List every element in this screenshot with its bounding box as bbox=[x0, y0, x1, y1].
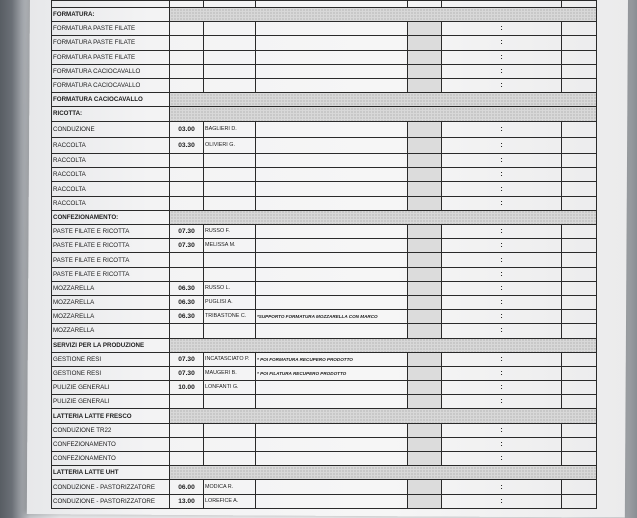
table-row bbox=[52, 310, 597, 324]
section-title: FORMATURA CACIOCAVALLO bbox=[52, 93, 170, 107]
time-colon: : bbox=[442, 310, 562, 324]
section-header-row bbox=[52, 409, 597, 423]
note-cell bbox=[256, 395, 408, 409]
section-header-row bbox=[52, 338, 597, 352]
time-colon: : bbox=[442, 395, 562, 409]
note-cell bbox=[256, 423, 408, 437]
time-colon: : bbox=[442, 480, 562, 494]
note-cell bbox=[256, 182, 408, 196]
table-row bbox=[52, 78, 597, 92]
role-label: PASTE FILATE E RICOTTA bbox=[52, 267, 170, 281]
signature-cell bbox=[562, 452, 597, 466]
note-cell bbox=[256, 36, 408, 50]
time-colon: : bbox=[442, 36, 562, 50]
section-title: LATTERIA LATTE UHT bbox=[52, 466, 170, 480]
shift-cell bbox=[408, 310, 442, 324]
note-cell bbox=[256, 253, 408, 267]
start-time: 13.00 bbox=[170, 494, 204, 508]
table-row bbox=[52, 196, 597, 210]
signature-cell bbox=[562, 494, 597, 508]
note-cell bbox=[256, 154, 408, 168]
signature-cell bbox=[562, 352, 597, 366]
signature-cell bbox=[562, 182, 597, 196]
shift-cell bbox=[408, 452, 442, 466]
table-row bbox=[52, 253, 597, 267]
time-colon: : bbox=[442, 352, 562, 366]
shift-schedule-table bbox=[51, 0, 597, 509]
section-hatch-band bbox=[170, 210, 597, 224]
shift-cell bbox=[408, 494, 442, 508]
time-colon: : bbox=[442, 253, 562, 267]
note-cell bbox=[256, 137, 408, 153]
worker-name: RUSSO L. bbox=[204, 281, 256, 295]
worker-name: OLIVIERI G. bbox=[204, 137, 256, 153]
time-colon: : bbox=[442, 78, 562, 92]
note-cell bbox=[256, 452, 408, 466]
section-title: SERVIZI PER LA PRODUZIONE bbox=[52, 338, 170, 352]
time-colon: : bbox=[442, 423, 562, 437]
note-cell bbox=[256, 480, 408, 494]
table-row bbox=[52, 366, 597, 380]
shift-cell bbox=[408, 267, 442, 281]
role-label: GESTIONE RESI bbox=[52, 366, 170, 380]
start-time bbox=[170, 64, 204, 78]
start-time: 06.00 bbox=[170, 480, 204, 494]
role-label: CONDUZIONE TR22 bbox=[52, 423, 170, 437]
table-cell bbox=[52, 1, 170, 8]
start-time bbox=[170, 154, 204, 168]
table-row bbox=[52, 494, 597, 508]
worker-name bbox=[204, 196, 256, 210]
role-label: CONDUZIONE bbox=[52, 121, 170, 137]
worker-name bbox=[204, 182, 256, 196]
table-row bbox=[52, 239, 597, 253]
note-cell bbox=[256, 196, 408, 210]
table-cell bbox=[408, 1, 442, 8]
time-colon: : bbox=[442, 182, 562, 196]
shift-cell bbox=[408, 395, 442, 409]
start-time bbox=[170, 182, 204, 196]
worker-name bbox=[204, 452, 256, 466]
note-cell bbox=[256, 381, 408, 395]
table-row bbox=[52, 182, 597, 196]
signature-cell bbox=[562, 196, 597, 210]
start-time bbox=[170, 50, 204, 64]
role-label: FORMATURA CACIOCAVALLO bbox=[52, 64, 170, 78]
note-cell bbox=[256, 64, 408, 78]
start-time: 06.30 bbox=[170, 310, 204, 324]
shift-cell bbox=[408, 50, 442, 64]
table-row bbox=[52, 437, 597, 451]
signature-cell bbox=[562, 295, 597, 309]
role-label: MOZZARELLA bbox=[52, 310, 170, 324]
worker-name bbox=[204, 154, 256, 168]
signature-cell bbox=[562, 50, 597, 64]
signature-cell bbox=[562, 395, 597, 409]
section-title: FORMATURA: bbox=[52, 8, 170, 22]
signature-cell bbox=[562, 36, 597, 50]
note-cell bbox=[256, 324, 408, 338]
note-cell bbox=[256, 168, 408, 182]
section-header-row bbox=[52, 107, 597, 121]
shift-cell bbox=[408, 196, 442, 210]
start-time: 03.30 bbox=[170, 137, 204, 153]
schedule-body bbox=[52, 1, 597, 509]
note-cell bbox=[256, 239, 408, 253]
table-row bbox=[52, 352, 597, 366]
worker-name bbox=[204, 168, 256, 182]
section-header-row bbox=[52, 8, 597, 22]
worker-name bbox=[204, 423, 256, 437]
start-time: 06.30 bbox=[170, 295, 204, 309]
role-label: PULIZIE GENERALI bbox=[52, 395, 170, 409]
section-header-row bbox=[52, 466, 597, 480]
worker-name bbox=[204, 50, 256, 64]
worker-name: TRIBASTONE C. bbox=[204, 310, 256, 324]
table-row bbox=[52, 154, 597, 168]
signature-cell bbox=[562, 154, 597, 168]
worker-name: MAUGERI B. bbox=[204, 366, 256, 380]
table-row bbox=[52, 381, 597, 395]
role-label: CONDUZIONE - PASTORIZZATORE bbox=[52, 480, 170, 494]
role-label: RACCOLTA bbox=[52, 137, 170, 153]
time-colon: : bbox=[442, 324, 562, 338]
worker-name: RUSSO F. bbox=[204, 225, 256, 239]
signature-cell bbox=[562, 437, 597, 451]
signature-cell bbox=[562, 267, 597, 281]
start-time bbox=[170, 78, 204, 92]
role-label: PASTE FILATE E RICOTTA bbox=[52, 239, 170, 253]
section-title: CONFEZIONAMENTO: bbox=[52, 210, 170, 224]
signature-cell bbox=[562, 22, 597, 36]
note-cell bbox=[256, 281, 408, 295]
section-hatch-band bbox=[170, 409, 597, 423]
signature-cell bbox=[562, 310, 597, 324]
start-time: 10.00 bbox=[170, 381, 204, 395]
signature-cell bbox=[562, 366, 597, 380]
shift-cell bbox=[408, 423, 442, 437]
table-row bbox=[52, 295, 597, 309]
signature-cell bbox=[562, 225, 597, 239]
shift-cell bbox=[408, 168, 442, 182]
section-title: LATTERIA LATTE FRESCO bbox=[52, 409, 170, 423]
table-row bbox=[52, 36, 597, 50]
worker-name bbox=[204, 78, 256, 92]
note-cell bbox=[256, 22, 408, 36]
shift-cell bbox=[408, 121, 442, 137]
shift-cell bbox=[408, 324, 442, 338]
table-cell bbox=[562, 1, 597, 8]
start-time bbox=[170, 36, 204, 50]
signature-cell bbox=[562, 281, 597, 295]
worker-name bbox=[204, 395, 256, 409]
time-colon: : bbox=[442, 137, 562, 153]
time-colon: : bbox=[442, 366, 562, 380]
shift-cell bbox=[408, 352, 442, 366]
shift-cell bbox=[408, 437, 442, 451]
shift-cell bbox=[408, 137, 442, 153]
shift-cell bbox=[408, 22, 442, 36]
section-title: RICOTTA: bbox=[52, 107, 170, 121]
role-label: CONFEZIONAMENTO bbox=[52, 437, 170, 451]
start-time: 07.30 bbox=[170, 239, 204, 253]
shift-cell bbox=[408, 154, 442, 168]
role-label: FORMATURA PASTE FILATE bbox=[52, 36, 170, 50]
time-colon: : bbox=[442, 381, 562, 395]
note-cell bbox=[256, 121, 408, 137]
shift-cell bbox=[408, 64, 442, 78]
start-time: 07.30 bbox=[170, 225, 204, 239]
worker-name bbox=[204, 36, 256, 50]
worker-name bbox=[204, 64, 256, 78]
table-cell bbox=[170, 1, 204, 8]
table-row bbox=[52, 64, 597, 78]
time-colon: : bbox=[442, 267, 562, 281]
section-hatch-band bbox=[170, 8, 597, 22]
time-colon: : bbox=[442, 239, 562, 253]
note-cell bbox=[256, 78, 408, 92]
worker-name bbox=[204, 22, 256, 36]
time-colon: : bbox=[442, 22, 562, 36]
time-colon: : bbox=[442, 168, 562, 182]
role-label: RACCOLTA bbox=[52, 196, 170, 210]
shift-cell bbox=[408, 295, 442, 309]
role-label: RACCOLTA bbox=[52, 182, 170, 196]
section-hatch-band bbox=[170, 107, 597, 121]
signature-cell bbox=[562, 423, 597, 437]
table-row bbox=[52, 121, 597, 137]
signature-cell bbox=[562, 78, 597, 92]
table-row bbox=[52, 281, 597, 295]
role-label: CONDUZIONE - PASTORIZZATORE bbox=[52, 494, 170, 508]
time-colon: : bbox=[442, 196, 562, 210]
role-label: GESTIONE RESI bbox=[52, 352, 170, 366]
section-header-row bbox=[52, 210, 597, 224]
shift-cell bbox=[408, 281, 442, 295]
role-label: PULIZIE GENERALI bbox=[52, 381, 170, 395]
worker-name bbox=[204, 267, 256, 281]
start-time bbox=[170, 395, 204, 409]
time-colon: : bbox=[442, 64, 562, 78]
table-row bbox=[52, 50, 597, 64]
table-row-top-partial bbox=[52, 1, 597, 8]
worker-name bbox=[204, 324, 256, 338]
signature-cell bbox=[562, 253, 597, 267]
role-label: PASTE FILATE E RICOTTA bbox=[52, 225, 170, 239]
start-time bbox=[170, 22, 204, 36]
note-cell bbox=[256, 295, 408, 309]
table-cell bbox=[204, 1, 256, 8]
note-cell bbox=[256, 437, 408, 451]
worker-name: BAGLIERI D. bbox=[204, 121, 256, 137]
role-label: MOZZARELLA bbox=[52, 295, 170, 309]
shift-cell bbox=[408, 480, 442, 494]
time-colon: : bbox=[442, 494, 562, 508]
section-hatch-band bbox=[170, 93, 597, 107]
signature-cell bbox=[562, 239, 597, 253]
section-hatch-band bbox=[170, 338, 597, 352]
table-row bbox=[52, 168, 597, 182]
table-cell bbox=[442, 1, 562, 8]
table-row bbox=[52, 324, 597, 338]
signature-cell bbox=[562, 381, 597, 395]
worker-name: LOREFICE A. bbox=[204, 494, 256, 508]
note-cell: *SUPPORTO FORMATURA MOZZARELLA CON MARCO bbox=[256, 310, 408, 324]
role-label: RACCOLTA bbox=[52, 168, 170, 182]
start-time bbox=[170, 437, 204, 451]
signature-cell bbox=[562, 168, 597, 182]
role-label: MOZZARELLA bbox=[52, 324, 170, 338]
role-label: FORMATURA PASTE FILATE bbox=[52, 50, 170, 64]
note-cell bbox=[256, 267, 408, 281]
shift-cell bbox=[408, 366, 442, 380]
shift-cell bbox=[408, 381, 442, 395]
role-label: PASTE FILATE E RICOTTA bbox=[52, 253, 170, 267]
start-time: 07.30 bbox=[170, 352, 204, 366]
shift-cell bbox=[408, 239, 442, 253]
shift-cell bbox=[408, 182, 442, 196]
start-time bbox=[170, 168, 204, 182]
role-label: MOZZARELLA bbox=[52, 281, 170, 295]
time-colon: : bbox=[442, 225, 562, 239]
table-row bbox=[52, 395, 597, 409]
role-label: CONFEZIONAMENTO bbox=[52, 452, 170, 466]
note-cell: * POI FILATURA RECUPERO PRODOTTO bbox=[256, 366, 408, 380]
table-row bbox=[52, 452, 597, 466]
note-cell bbox=[256, 494, 408, 508]
start-time bbox=[170, 324, 204, 338]
role-label: RACCOLTA bbox=[52, 154, 170, 168]
table-row bbox=[52, 423, 597, 437]
shift-cell bbox=[408, 225, 442, 239]
table-row bbox=[52, 225, 597, 239]
table-row bbox=[52, 267, 597, 281]
signature-cell bbox=[562, 324, 597, 338]
section-hatch-band bbox=[170, 466, 597, 480]
worker-name: PUGLISI A. bbox=[204, 295, 256, 309]
start-time bbox=[170, 253, 204, 267]
start-time bbox=[170, 423, 204, 437]
shift-cell bbox=[408, 78, 442, 92]
worker-name: MELISSA M. bbox=[204, 239, 256, 253]
role-label: FORMATURA CACIOCAVALLO bbox=[52, 78, 170, 92]
worker-name: INCATASCIATO P. bbox=[204, 352, 256, 366]
shift-cell bbox=[408, 253, 442, 267]
signature-cell bbox=[562, 137, 597, 153]
start-time: 06.30 bbox=[170, 281, 204, 295]
start-time bbox=[170, 452, 204, 466]
table-cell bbox=[256, 1, 408, 8]
start-time bbox=[170, 196, 204, 210]
time-colon: : bbox=[442, 452, 562, 466]
worker-name: MODICA R. bbox=[204, 480, 256, 494]
worker-name bbox=[204, 437, 256, 451]
time-colon: : bbox=[442, 437, 562, 451]
signature-cell bbox=[562, 480, 597, 494]
table-row bbox=[52, 137, 597, 153]
time-colon: : bbox=[442, 295, 562, 309]
time-colon: : bbox=[442, 121, 562, 137]
signature-cell bbox=[562, 121, 597, 137]
time-colon: : bbox=[442, 154, 562, 168]
note-cell bbox=[256, 225, 408, 239]
start-time bbox=[170, 267, 204, 281]
shift-cell bbox=[408, 36, 442, 50]
table-row bbox=[52, 22, 597, 36]
note-cell bbox=[256, 50, 408, 64]
worker-name bbox=[204, 253, 256, 267]
section-header-row bbox=[52, 93, 597, 107]
worker-name: LONFANTI G. bbox=[204, 381, 256, 395]
role-label: FORMATURA PASTE FILATE bbox=[52, 22, 170, 36]
table-row bbox=[52, 480, 597, 494]
time-colon: : bbox=[442, 281, 562, 295]
signature-cell bbox=[562, 64, 597, 78]
start-time: 07.30 bbox=[170, 366, 204, 380]
time-colon: : bbox=[442, 50, 562, 64]
note-cell: * POI FORMATURA RECUPERO PRODOTTO bbox=[256, 352, 408, 366]
start-time: 03.00 bbox=[170, 121, 204, 137]
